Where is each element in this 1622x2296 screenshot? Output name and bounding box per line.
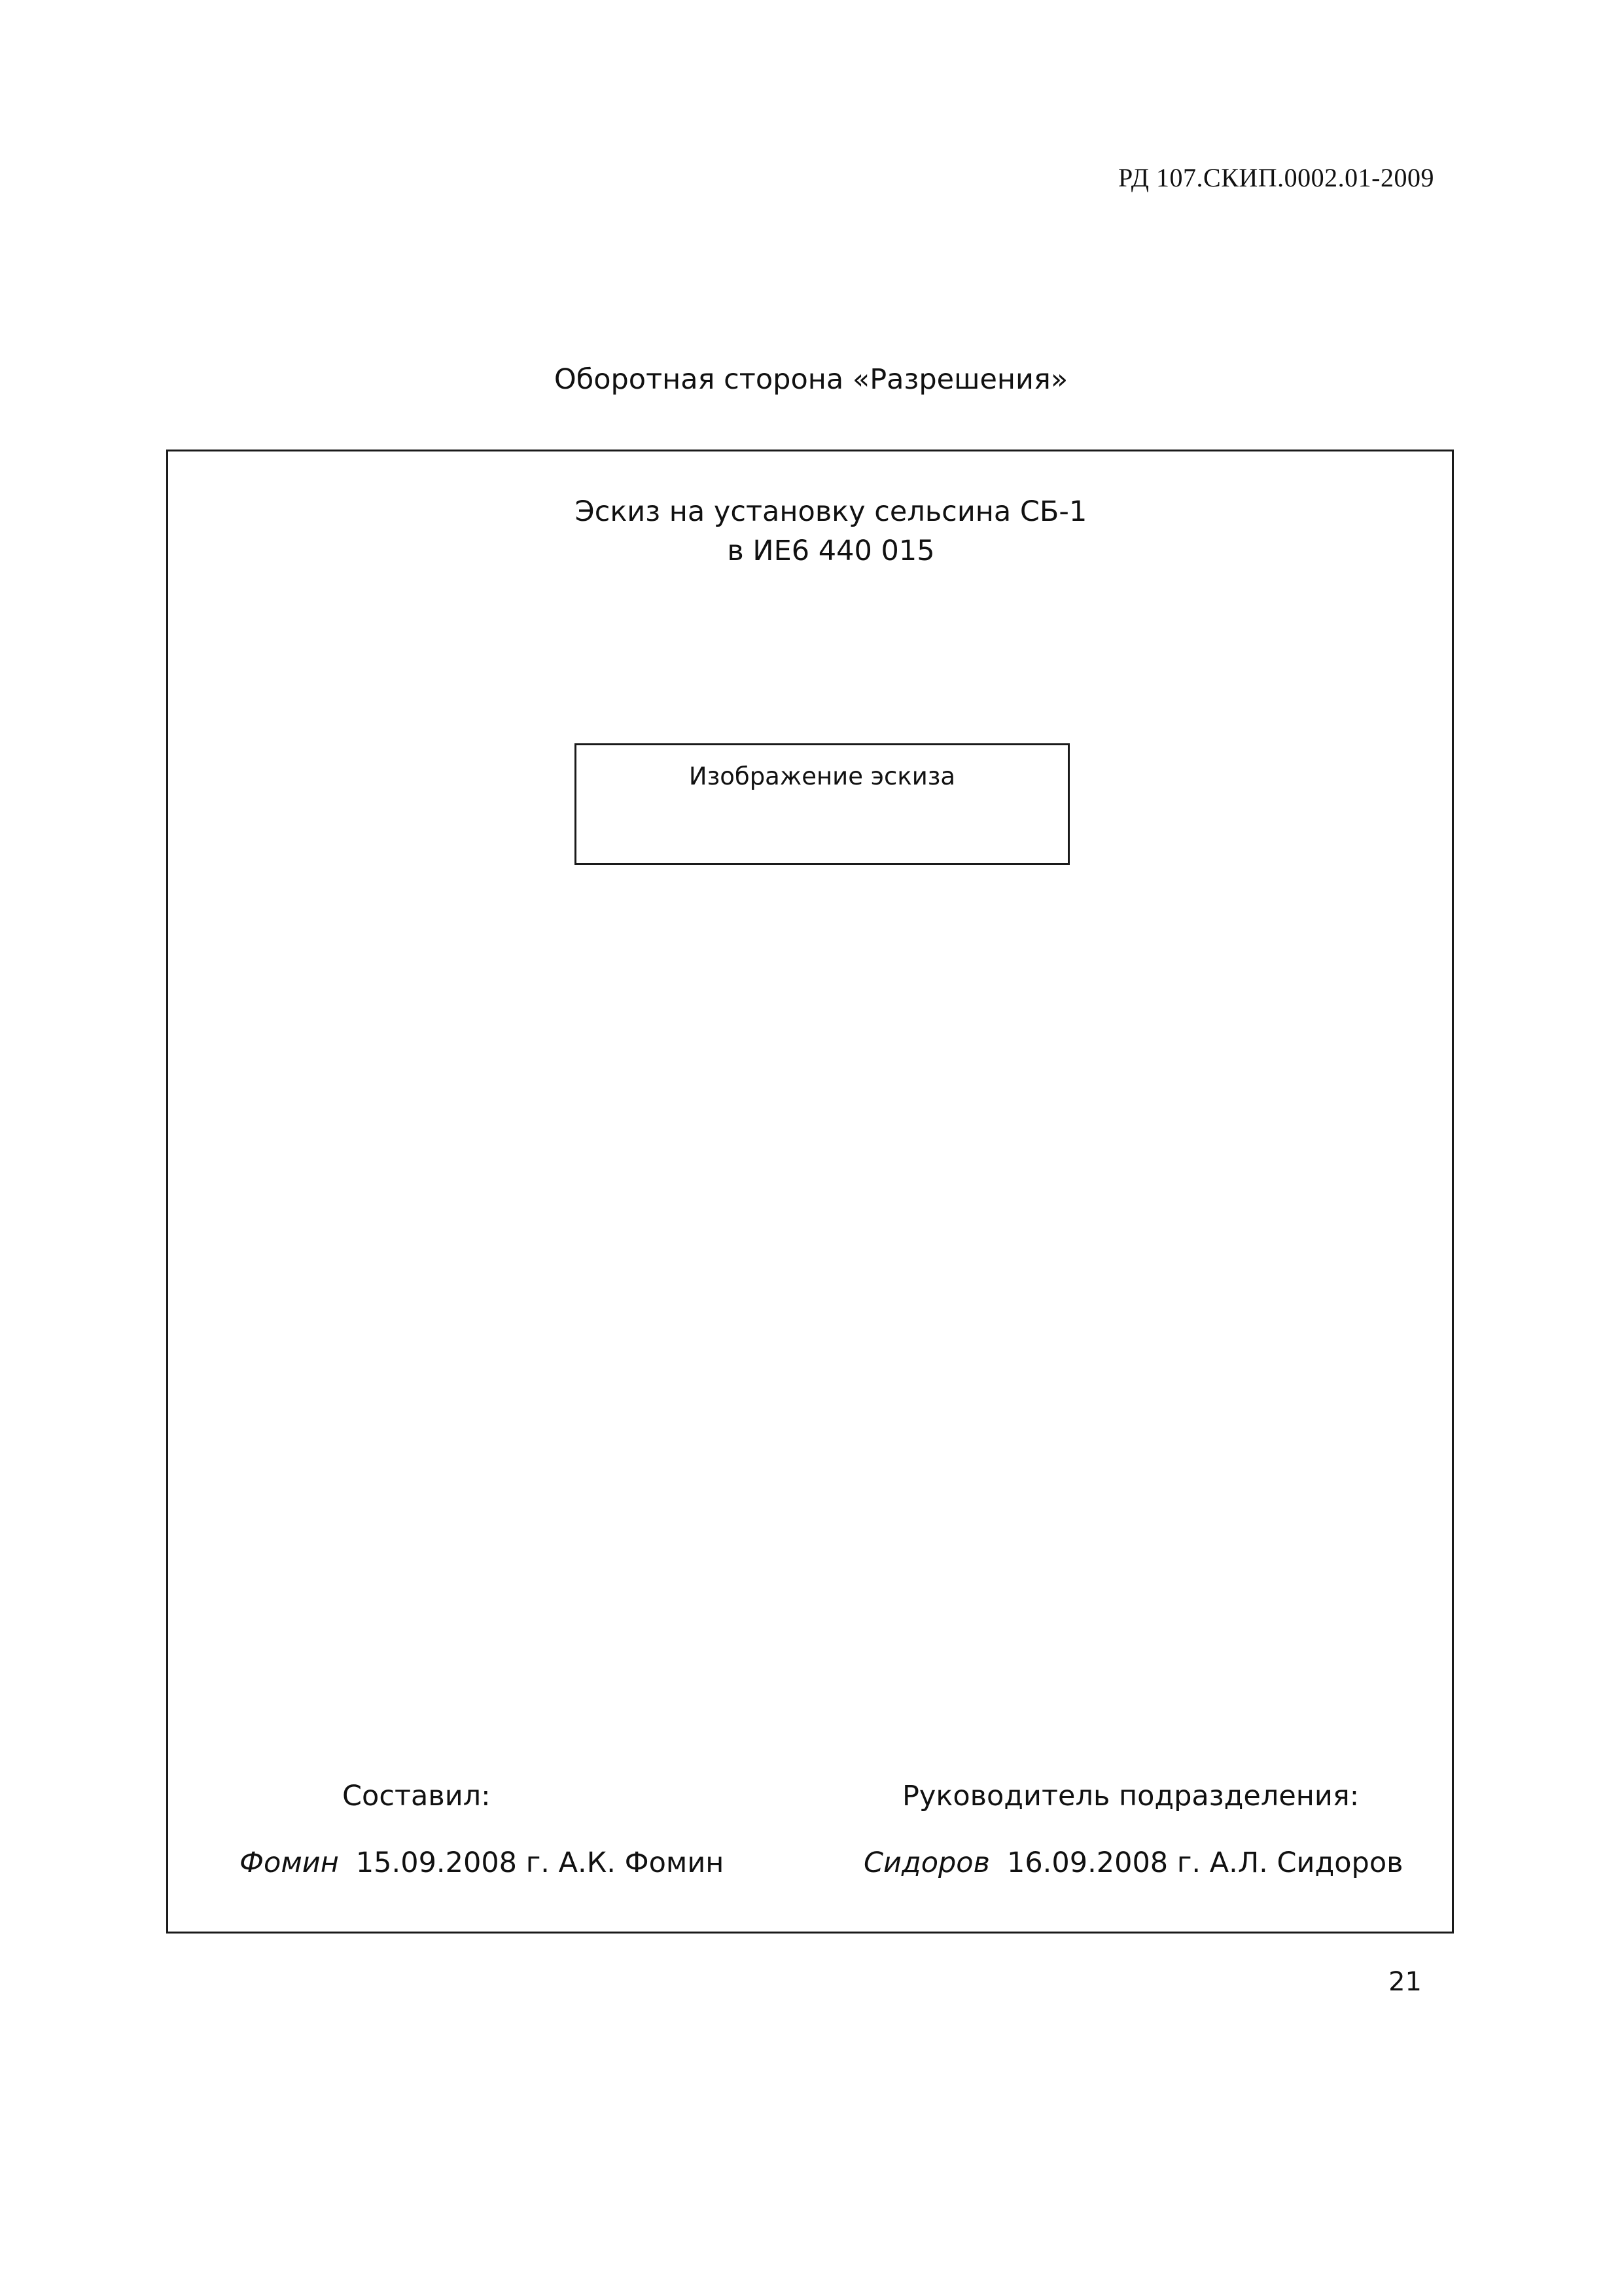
compiled-by-signature-line	[239, 1846, 724, 1879]
sketch-title-line-2: в ИЕ6 440 015	[727, 535, 935, 567]
head-of-unit-heading: Руководитель подразделения:	[902, 1780, 1360, 1812]
sketch-image-label: Изображение эскиза	[688, 762, 956, 790]
form-frame	[166, 450, 1454, 1934]
compiled-by-details: 15.09.2008 г. А.К. Фомин	[355, 1846, 724, 1879]
head-of-unit-details: 16.09.2008 г. А.Л. Сидоров	[1006, 1846, 1403, 1879]
sketch-title	[484, 492, 1178, 571]
document-code: РД 107.СКИП.0002.01-2009	[1118, 163, 1434, 192]
page-number: 21	[1388, 1967, 1422, 1997]
compiled-by-heading: Составил:	[342, 1780, 491, 1812]
sketch-title-line-1: Эскиз на установку сельсина СБ-1	[574, 495, 1087, 528]
page-caption: Оборотная сторона «Разрешения»	[554, 363, 1068, 396]
head-of-unit-signature-line	[864, 1846, 1403, 1879]
compiled-by-signature: Фомин	[239, 1846, 339, 1879]
sketch-image-placeholder	[574, 743, 1070, 865]
head-of-unit-signature: Сидоров	[864, 1846, 990, 1879]
